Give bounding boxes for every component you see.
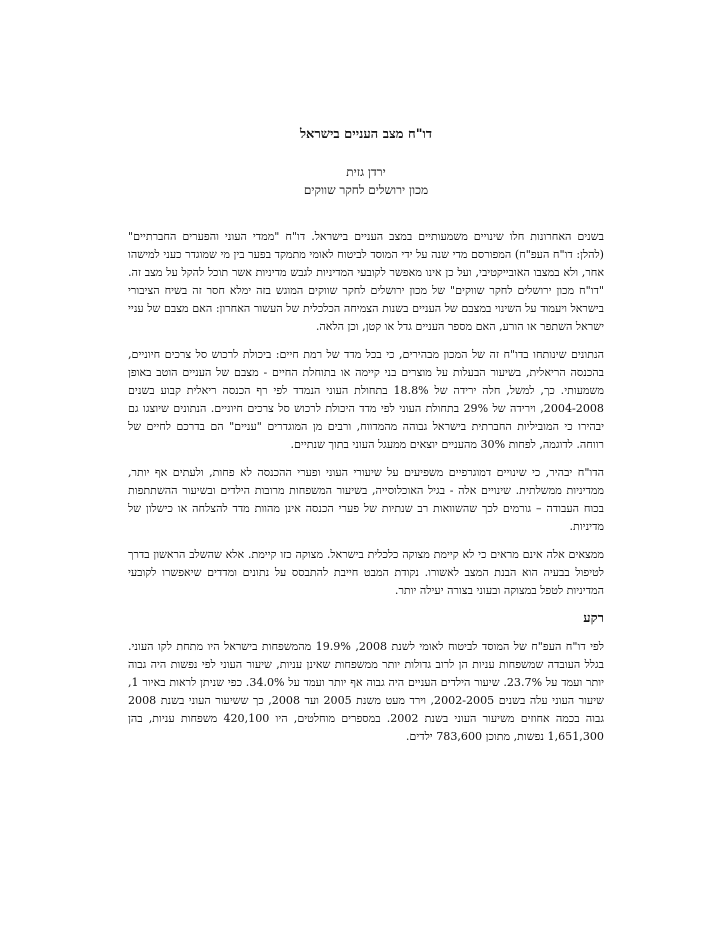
intro-paragraph-1: בשנים האחרונות חלו שינויים משמעותיים במצב העניים בישראל. דו"ח "ממדי העוני והפערים החברתיים" (להלן: דו"ח העפ"ח) המפורסם מדי שנה על ידי המוסד לביטוח לאומי מתמקד בפער בין מי שמוגדר כעני למישהו אחר, ולא במצבו האובייקטיבי, ועל כן אינו מאפשר לקובעי המדיניות לגבש מדיניות אשר תוכל להקל על מצב זה. "דו"ח מכון ירושלים לחקר שווקים" של מכון ירושלים לחקר שווקים המוגש בזה ימלא חסר זה בשיח הציבורי בישראל ויעמוד על השינוי במצבם של העניים בשנות הצמיחה הכלכלית של העשור האחרון: האם מצבם של עניי ישראל השתפר או הורע, האם מספר העניים גדל או קטן, וכן הלאה. bbox=[128, 230, 604, 333]
background-paragraph: לפי דו"ח העפ"ח של המוסד לביטוח לאומי לשנת 2008, 19.9% מהמשפחות בישראל היו מתחת לקו העוני. בגלל העובדה שמשפחות עניות הן לרוב גדולות יותר ממשפחות שאינן עניות, שיעור העוני לפי נפשות היה גבוה יותר ועמד על 23.7%. שיעור הילדים העניים היה גבוה אף יותר ועמד על 34.0%. כפי שניתן לראות באיור 1, שיעור העוני עלה בשנים 2002-2005, וירד מעט משנת 2005 ועד 2008, כך ששיעור העוני בשנת 2008 גבוה בכמה אחוזים משיעור העוני בשנת 2002. במספרים מוחלטים, היו 420,100 משפחות עניות, בהן 1,651,300 נפשות, מתוכן 783,600 ילדים. bbox=[128, 640, 604, 743]
intro-paragraph-2: הנתונים שינותחו בדו"ח זה של המכון מבהירים, כי בכל מדד של רמת חיים: ביכולת לרכוש סל צרכים חיוניים, בהכנסה הריאלית, בשיעור הבעלות על מוצרים בני קיימה או בתוחלת החיים - מצבם של העניים הוטב באופן משמעותי. כך, למשל, חלה ירידה של 18.8% בתחולת העוני הנמדד לפי רף הכנסה ריאלית קבוע בשנים 2004-2008, וירידה של 29% בתחולת העוני לפי מדד היכולת לרכוש סל צרכים חיוניים. הנתונים שיוצגו גם יבהירו כי המוביליות החברתית בישראל גבוהה מהמדווח, ורבים מן המוגדרים "עניים" הם בדרכם לחיים של רווחה. לדוגמה, לפחות 30% מהעניים יוצאים ממעגל העוני בתוך שנתיים. bbox=[128, 348, 604, 451]
author-name: ירדן גזית bbox=[346, 165, 386, 179]
intro-paragraph-4: ממצאים אלה אינם מראים כי לא קיימת מצוקה כלכלית בישראל. מצוקה כזו קיימת. אלא שהשלב הראשון בדרך לטיפול בבעיה הוא הבנת המצב לאשורו. נקודת המבט חייבת להתבסס על נתונים ומדדים שיאפשרו לקובעי המדיניות לטפל במצוקה ובעוני בצורה יעילה יותר. bbox=[128, 548, 604, 597]
section-heading-background: רקע bbox=[583, 611, 604, 626]
intro-paragraph-3: הדו"ח יבהיר, כי שינויים דמוגרפיים משפיעים על שיעורי העוני ופערי ההכנסה לא פחות, ולעתים אף יותר, ממדיניות ממשלתית. שינויים אלה - בגיל האוכלוסייה, בשיעור המשפחות מרובות הילדים ובשיעור ההשתתפות בכוח העבודה – גורמים לכך שהשוואות רב שנתיות של פערי הכנסה אינן מהוות מדד להצלחה או כישלון של מדיניות. bbox=[128, 466, 604, 533]
document-title: דו"ח מצב העניים בישראל bbox=[299, 127, 433, 142]
author-affiliation: מכון ירושלים לחקר שווקים bbox=[303, 183, 429, 197]
